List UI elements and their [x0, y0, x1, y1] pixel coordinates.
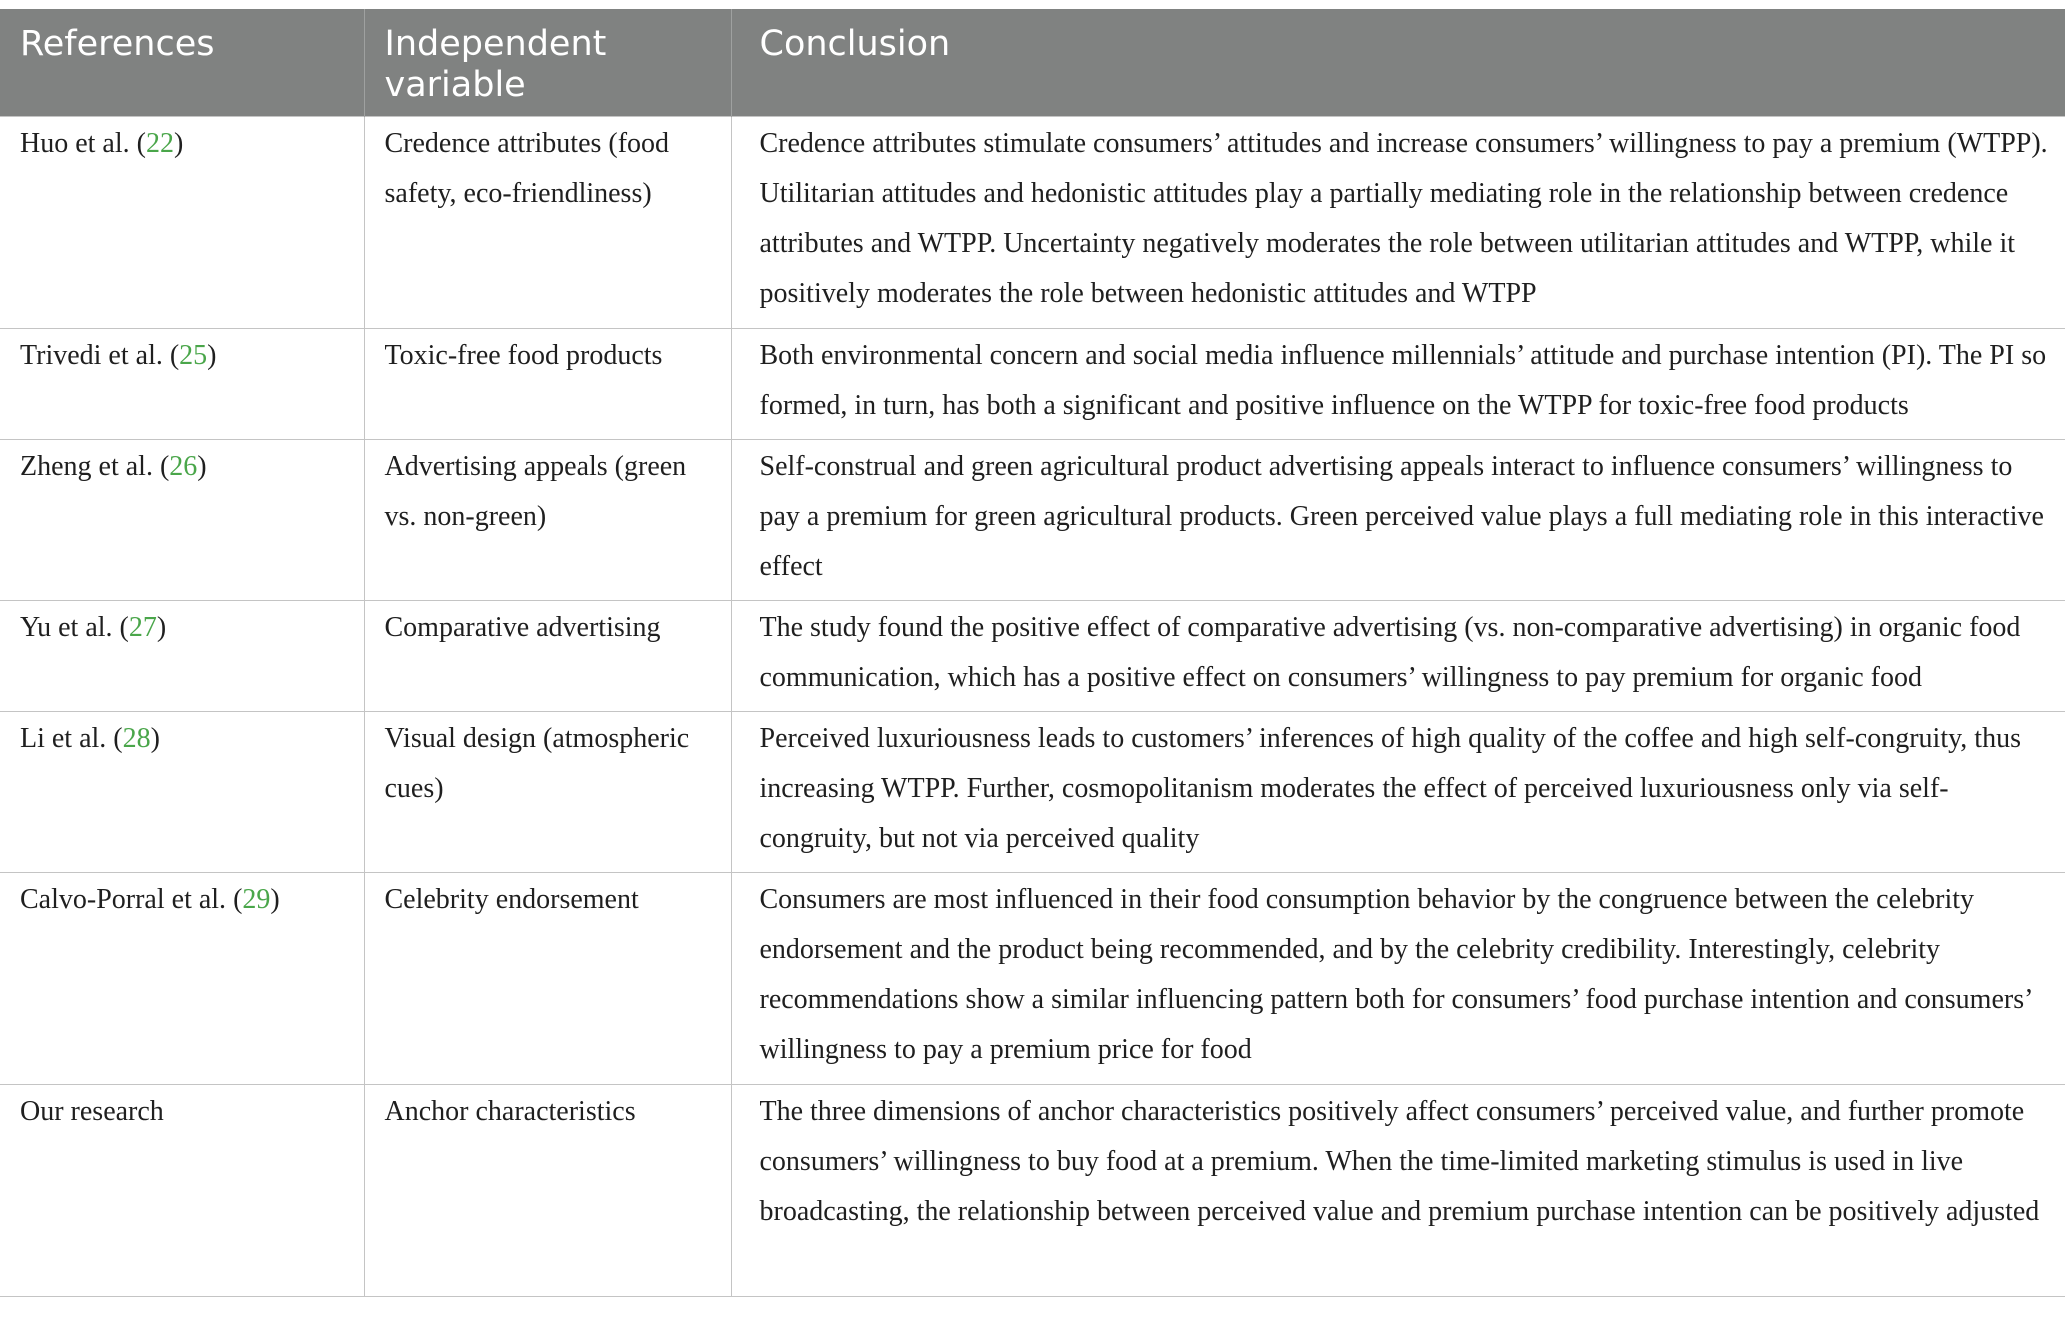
citation-link[interactable]: 29: [242, 884, 271, 915]
table-row: [0, 329, 2065, 440]
conclusion-cell: Consumers are most influenced in their food consumption behavior by the congruence between the celebrity endorsement and the product being recommended, and by the celebrity credibility. Interestingly, celebrity recommendations show a similar influencing pattern both for consumers’ food purchase intention and consumers’ willingness to pay a premium price for food: [731, 873, 2065, 1085]
header-independent-variable: Independent variable: [364, 9, 731, 117]
citation-link[interactable]: 26: [169, 451, 198, 482]
independent-variable-cell: Celebrity endorsement: [364, 873, 731, 1085]
literature-comparison-table: [0, 9, 2065, 1297]
citation-link[interactable]: 22: [145, 128, 174, 159]
header-conclusion: Conclusion: [731, 9, 2065, 117]
table-row: [0, 601, 2065, 712]
conclusion-cell: Both environmental concern and social media influence millennials’ attitude and purchase intention (PI). The PI so formed, in turn, has both a significant and positive influence on the WTPP for toxic-free food products: [731, 329, 2065, 440]
table-row: [0, 1085, 2065, 1297]
independent-variable-cell: Toxic-free food products: [364, 329, 731, 440]
reference-authors: Huo et al.: [20, 128, 130, 159]
citation-link[interactable]: 27: [128, 612, 157, 643]
independent-variable-cell: Visual design (atmospheric cues): [364, 712, 731, 873]
reference-authors: Calvo-Porral et al.: [20, 884, 227, 915]
independent-variable-cell: Anchor characteristics: [364, 1085, 731, 1297]
reference-authors: Li et al.: [20, 723, 107, 754]
independent-variable-cell: Comparative advertising: [364, 601, 731, 712]
table-row: [0, 440, 2065, 601]
reference-cell: Calvo-Porral et al. (29): [0, 873, 364, 1085]
conclusion-cell: The three dimensions of anchor characteristics positively affect consumers’ perceived value, and further promote consumers’ willingness to buy food at a premium. When the time-limited marketing stimulus is used in live broadcasting, the relationship between perceived value and premium purchase intention can be positively adjusted: [731, 1085, 2065, 1297]
citation-link[interactable]: 25: [179, 340, 208, 371]
reference-authors: Yu et al.: [20, 612, 113, 643]
conclusion-cell: The study found the positive effect of comparative advertising (vs. non-comparative advertising) in organic food communication, which has a positive effect on consumers’ willingness to pay premium for organic food: [731, 601, 2065, 712]
reference-cell: Trivedi et al. (25): [0, 329, 364, 440]
table-row: [0, 873, 2065, 1085]
header-references: References: [0, 9, 364, 117]
table-row: [0, 117, 2065, 329]
conclusion-cell: Self-construal and green agricultural product advertising appeals interact to influence consumers’ willingness to pay a premium for green agricultural products. Green perceived value plays a full mediating role in this interactive effect: [731, 440, 2065, 601]
reference-authors: Zheng et al.: [20, 451, 153, 482]
reference-cell: Huo et al. (22): [0, 117, 364, 329]
citation-link[interactable]: 28: [122, 723, 151, 754]
table-header-row: [0, 9, 2065, 117]
reference-cell: Our research: [0, 1085, 364, 1297]
reference-authors: Trivedi et al.: [20, 340, 163, 371]
conclusion-cell: Credence attributes stimulate consumers’ attitudes and increase consumers’ willingness to pay a premium (WTPP). Utilitarian attitudes and hedonistic attitudes play a partially mediating role in the relationship between credence attributes and WTPP. Uncertainty negatively moderates the role between utilitarian attitudes and WTPP, while it positively moderates the role between hedonistic attitudes and WTPP: [731, 117, 2065, 329]
reference-cell: Li et al. (28): [0, 712, 364, 873]
table-row: [0, 712, 2065, 873]
reference-cell: Yu et al. (27): [0, 601, 364, 712]
reference-cell: Zheng et al. (26): [0, 440, 364, 601]
conclusion-cell: Perceived luxuriousness leads to customers’ inferences of high quality of the coffee and high self-congruity, thus increasing WTPP. Further, cosmopolitanism moderates the effect of perceived luxuriousness only via self-congruity, but not via perceived quality: [731, 712, 2065, 873]
independent-variable-cell: Credence attributes (food safety, eco-friendliness): [364, 117, 731, 329]
independent-variable-cell: Advertising appeals (green vs. non-green): [364, 440, 731, 601]
